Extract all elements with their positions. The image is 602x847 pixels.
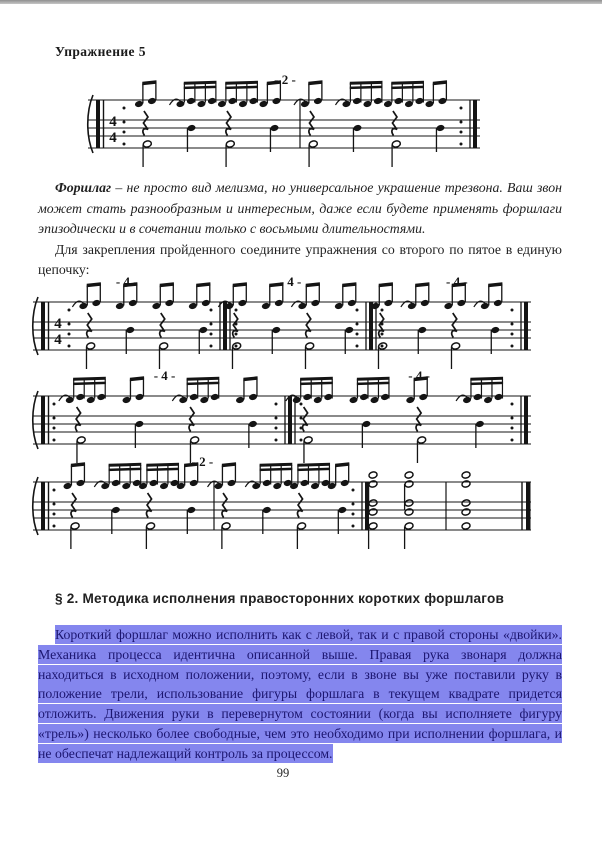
svg-text:- 4 -: - 4 - xyxy=(115,274,138,289)
highlighted-paragraph-block xyxy=(38,625,562,764)
svg-text:- 4 -: - 4 - xyxy=(153,368,176,383)
music-system-4 xyxy=(31,452,535,556)
svg-text:- 2 -: - 2 - xyxy=(191,454,214,469)
highlighted-paragraph xyxy=(38,625,562,764)
forshlag-definition-text: – не просто вид мелизма, но универсальное украшение трезвона. Ваш звон может стать разнообразным и интересным, даже если будете применять форшлаги эпизодически и в сочетании только с восьмыми длительностями. xyxy=(38,180,562,237)
svg-text:- 4 -: - 4 - xyxy=(446,274,468,289)
music-system-2 xyxy=(31,272,535,376)
svg-text:- 2 -: - 2 - xyxy=(274,72,296,87)
intro-paragraphs xyxy=(38,178,562,281)
forshlag-definition-paragraph xyxy=(38,178,562,240)
text-selection-highlight[interactable]: Короткий форшлаг можно исполнить как с левой, так и с правой стороны «двойки». Механика процесса идентична описанной выше. Правая рука звонаря должна находиться в исходном положении, поэтому, если в звоне вы уже поставили руку в положение трели, использование фигуры форшлага в текущем квадрате придется отложить. Движения руки в перевернутом состоянии (когда вы исполняете фигуру «трель») несколько более свободные, чем это необходимо при исполнении форшлага, и не обеспечат надлежащий контроль за процессом. xyxy=(38,627,562,761)
svg-text:4: 4 xyxy=(109,114,117,130)
svg-text:- 4 -: - 4 - xyxy=(279,274,302,289)
svg-text:- 4 -: - 4 - xyxy=(408,368,430,383)
svg-text:4: 4 xyxy=(54,332,62,348)
music-system-1 xyxy=(86,70,484,174)
svg-text:4: 4 xyxy=(109,130,117,146)
exercise-title: Упражнение 5 xyxy=(55,44,146,59)
svg-text:4: 4 xyxy=(54,316,62,332)
forshlag-term: Форшлаг xyxy=(55,180,112,195)
section-heading: § 2. Методика исполнения правосторонних коротких форшлагов xyxy=(55,591,505,606)
page-number: 99 xyxy=(276,766,290,780)
page-footer xyxy=(38,766,528,781)
chain-instruction-paragraph: Для закрепления пройденного соедините упражнения со второго по пятое в единую цепочку: xyxy=(38,241,562,278)
